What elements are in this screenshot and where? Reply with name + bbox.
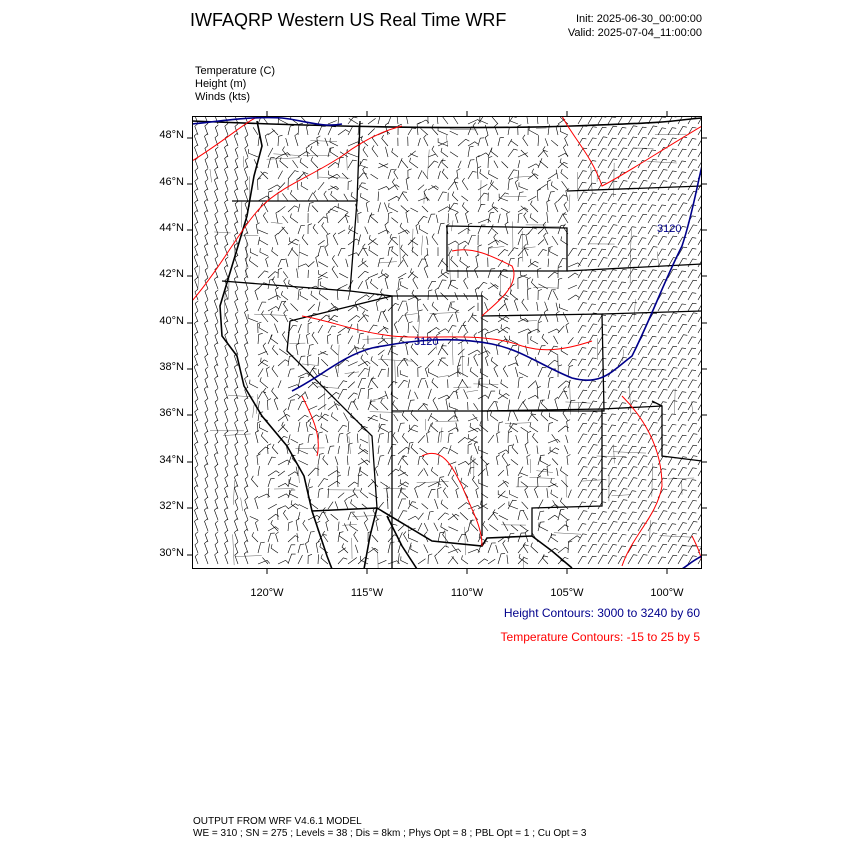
temperature-legend: Temperature Contours: -15 to 25 by 5 bbox=[500, 630, 700, 644]
axis-ticks bbox=[186, 110, 716, 580]
model-config-footer: WE = 310 ; SN = 275 ; Levels = 38 ; Dis = 8km ; Phys Opt = 8 ; PBL Opt = 1 ; Cu Opt = 3 bbox=[193, 828, 587, 839]
lat-label: 32°N bbox=[159, 500, 184, 512]
lat-label: 40°N bbox=[159, 315, 184, 327]
lat-label: 42°N bbox=[159, 268, 184, 280]
lat-label: 36°N bbox=[159, 407, 184, 419]
map-title: IWFAQRP Western US Real Time WRF bbox=[190, 10, 507, 30]
lon-label: 120°W bbox=[250, 587, 284, 599]
lat-label: 30°N bbox=[159, 547, 184, 559]
variable-temperature: Temperature (C) bbox=[195, 65, 276, 77]
lon-label: 115°W bbox=[350, 587, 384, 599]
model-footer: OUTPUT FROM WRF V4.6.1 MODEL bbox=[193, 816, 362, 827]
lat-label: 38°N bbox=[159, 361, 184, 373]
lon-label: 100°W bbox=[650, 587, 684, 599]
valid-time: Valid: 2025-07-04_11:00:00 bbox=[567, 27, 702, 39]
height-contour-label-east: 3120 bbox=[657, 223, 682, 235]
lat-label: 46°N bbox=[159, 176, 184, 188]
lon-label: 110°W bbox=[450, 587, 484, 599]
lat-label: 48°N bbox=[159, 129, 184, 141]
lat-label: 44°N bbox=[159, 222, 184, 234]
variable-height: Height (m) bbox=[195, 78, 247, 90]
height-contour-label: 3120 bbox=[414, 336, 439, 348]
init-time: Init: 2025-06-30_00:00:00 bbox=[576, 13, 702, 25]
variable-winds: Winds (kts) bbox=[195, 91, 250, 103]
height-legend: Height Contours: 3000 to 3240 by 60 bbox=[503, 606, 700, 620]
lon-label: 105°W bbox=[550, 587, 584, 599]
lat-label: 34°N bbox=[159, 454, 184, 466]
